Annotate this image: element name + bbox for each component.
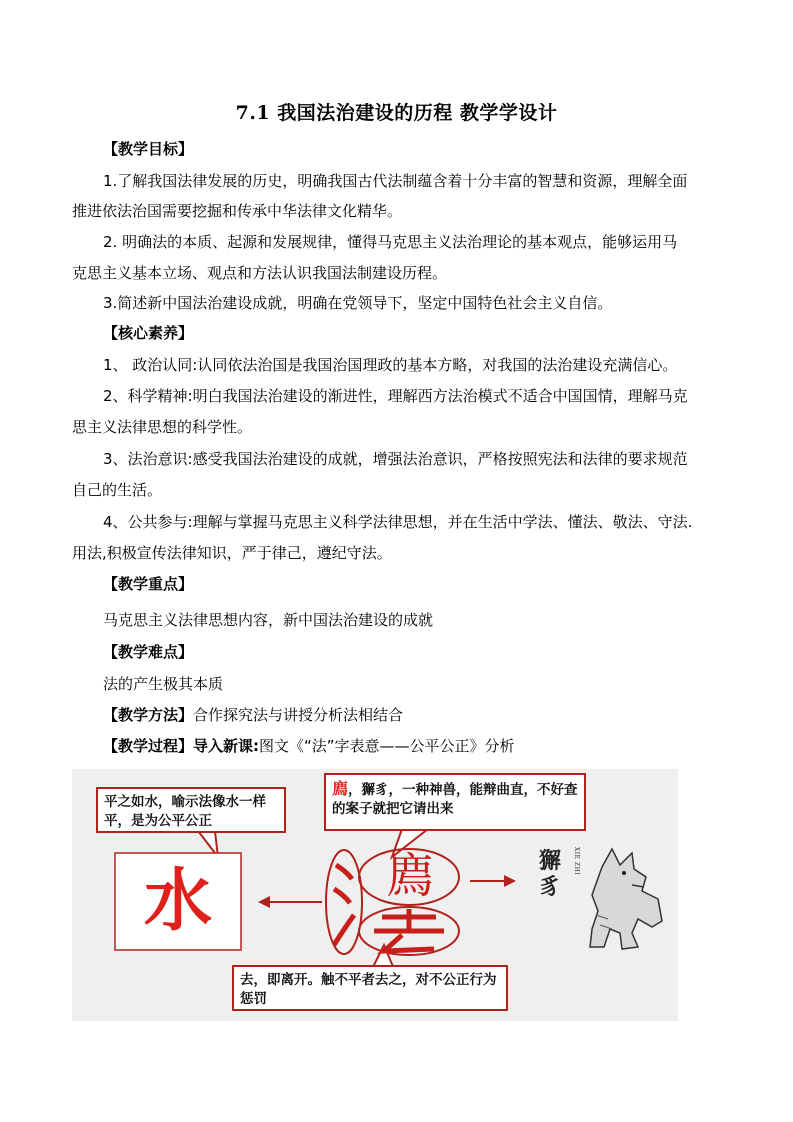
beast-char-label: 廌 <box>332 779 349 798</box>
water-explanation-box <box>96 787 286 833</box>
water-radical-stroke-1 <box>336 865 352 879</box>
objectives-heading: 【教学目标】 <box>103 140 194 158</box>
process-line <box>103 736 515 756</box>
qu-explanation-box <box>232 965 508 1011</box>
literacy-heading: 【核心素养】 <box>103 324 194 342</box>
zhi-character: 廌 <box>385 848 434 904</box>
beast-explanation-text: ，獬豸，一种神兽，能辩曲直，不好查的案子就把它请出来 <box>332 782 578 817</box>
xiezhi-name <box>530 849 570 901</box>
xiezhi-pinyin: XIE ZHI <box>573 847 580 876</box>
key-point-heading: 【教学重点】 <box>103 575 194 593</box>
qu-stroke-4 <box>384 935 434 951</box>
qu-explanation-text: 去，即离开。触不平者去之，对不公正行为惩罚 <box>240 972 497 1007</box>
literacy-2-line-2: 思主义法律思想的科学性。 <box>72 418 253 436</box>
literacy-2-line-1: 2、科学精神:明白我国法治建设的渐进性，理解西方法治模式不适合中国国情，理解马克 <box>103 387 688 405</box>
literacy-4-line-2: 用法,积极宣传法律知识，严于律己，遵纪守法。 <box>72 544 392 562</box>
literacy-1-line-1: 1、 政治认同:认同依法治国是我国治国理政的基本方略，对我国的法治建设充满信心。 <box>103 356 678 374</box>
objective-2-line-2: 克思主义基本立场、观点和方法认识我国法制建设历程。 <box>72 264 448 282</box>
xiezhi-name-char-1: 獬 <box>538 849 561 874</box>
process-intro-label: 导入新课: <box>193 737 260 755</box>
process-heading: 【教学过程】 <box>103 737 194 755</box>
objective-1-line-2: 推进依法治国需要挖掘和传承中华法律文化精华。 <box>72 202 403 220</box>
water-radical-stroke-2 <box>334 889 350 903</box>
method-text: 合作探究法与讲授分析法相结合 <box>193 706 404 724</box>
objective-3-line-1: 3.简述新中国法治建设成就，明确在党领导下，坚定中国特色社会主义自信。 <box>103 294 613 312</box>
arrow-to-water-head <box>258 896 270 908</box>
objective-1-line-1: 1.了解我国法律发展的历史，明确我国古代法制蕴含着十分丰富的智慧和资源，理解全面 <box>103 172 688 190</box>
literacy-3-line-1: 3、法治意识:感受我国法治建设的成就，增强法治意识，严格按照宪法和法律的要求规范 <box>103 450 688 468</box>
water-explanation-text: 平之如水，喻示法像水一样平，是为公平公正 <box>104 794 266 829</box>
process-intro-text: 图文《“法”字表意——公平公正》分析 <box>259 737 515 755</box>
difficulty-heading: 【教学难点】 <box>103 643 194 661</box>
objective-2-line-1: 2. 明确法的本质、起源和发展规律，懂得马克思主义法治理论的基本观点，能够运用马 <box>103 233 678 251</box>
literacy-4-line-1: 4、公共参与:理解与掌握马克思主义科学法律思想，并在生活中学法、懂法、敬法、守法. <box>103 513 693 531</box>
water-radical-ellipse <box>326 850 362 954</box>
xiezhi-beast-illustration <box>590 849 662 949</box>
literacy-3-line-2: 自己的生活。 <box>72 481 163 499</box>
arrow-to-beast-head <box>504 875 516 887</box>
water-radical-stroke-3 <box>334 915 354 945</box>
page-title: 7.1 我国法治建设的历程 教学学设计 <box>235 102 558 124</box>
beast-explanation-box <box>324 773 586 831</box>
xiezhi-name-char-2: 豸 <box>538 875 561 900</box>
water-character: 水 <box>143 861 212 941</box>
key-point-text: 马克思主义法律思想内容，新中国法治建设的成就 <box>103 611 434 629</box>
method-heading: 【教学方法】 <box>103 706 194 724</box>
fa-character-figure <box>72 769 678 1021</box>
difficulty-text: 法的产生极其本质 <box>103 675 224 693</box>
method-line <box>103 705 403 725</box>
